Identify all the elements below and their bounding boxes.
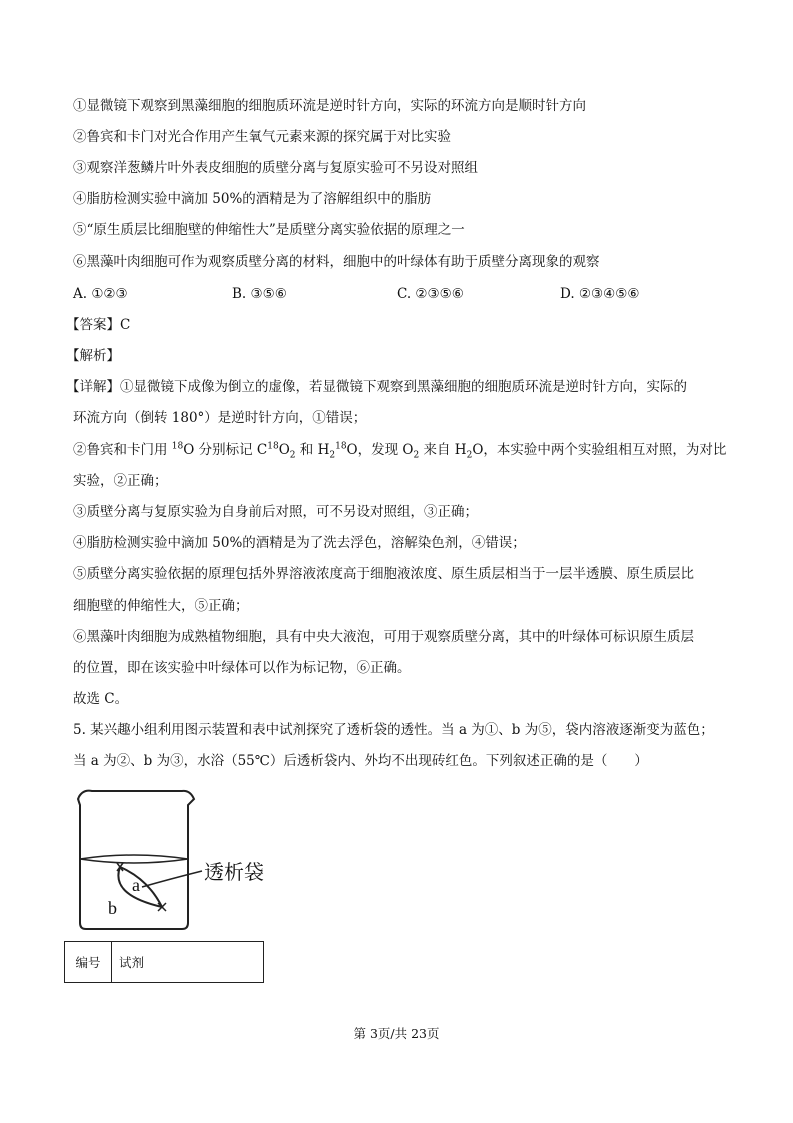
answer: 【答案】C	[66, 317, 131, 333]
text-segment: O	[278, 442, 290, 458]
table-header-reagent: 试剂	[119, 955, 145, 970]
explanation-line-10: 的位置，即在该实验中叶绿体可以作为标记物，⑥正确。	[73, 660, 411, 676]
subscript: 2	[413, 450, 420, 461]
superscript: 18	[335, 441, 347, 452]
label-a: a	[132, 875, 140, 895]
text-segment: 和 H	[295, 442, 330, 458]
statement-1: ①显微镜下观察到黑藻细胞的细胞质环流是逆时针方向，实际的环流方向是顺时针方向	[73, 98, 586, 114]
label-b: b	[108, 898, 117, 918]
text-segment: 来自 H	[419, 442, 467, 458]
label-bag: 透析袋	[204, 860, 264, 884]
dialysis-bag	[118, 867, 162, 907]
option-c: C. ②③⑤⑥	[397, 286, 464, 302]
subscript: 2	[466, 450, 473, 461]
beaker-diagram	[70, 783, 290, 933]
explanation-line-2: 环流方向（倒转 180°）是逆时针方向，①错误；	[73, 410, 367, 426]
explanation-line-8: 细胞壁的伸缩性大，⑤正确；	[73, 598, 249, 614]
explanation-line-11: 故选 C。	[73, 691, 129, 707]
statement-5: ⑤“原生质层比细胞壁的伸缩性大”是质壁分离实验依据的原理之一	[73, 222, 465, 238]
explanation-line-5: ③质壁分离与复原实验为自身前后对照，可不另设对照组，③正确；	[73, 504, 478, 520]
explanation-line-1: 【详解】①显微镜下成像为倒立的虚像，若显微镜下观察到黑藻细胞的细胞质环流是逆时针方向，实际的	[66, 379, 687, 395]
text-segment: O 分别标记 C	[183, 442, 268, 458]
option-b: B. ③⑤⑥	[232, 286, 287, 302]
explanation-line-4: 实验，②正确；	[73, 473, 168, 489]
reagent-table	[64, 941, 264, 983]
subscript: 2	[289, 450, 296, 461]
subscript: 2	[329, 450, 336, 461]
superscript: 18	[171, 441, 184, 452]
question-5-line-1: 5. 某兴趣小组利用图示装置和表中试剂探究了透析袋的透性。当 a 为①、b 为⑤，袋内溶液逐渐变为蓝色；	[73, 722, 714, 738]
explanation-line-3	[73, 440, 726, 460]
table-header-number: 编号	[65, 942, 112, 982]
option-a: A. ①②③	[73, 286, 128, 302]
pointer-line	[142, 871, 202, 887]
water-surface	[80, 855, 188, 863]
explanation-line-6: ④脂肪检测实验中滴加 50%的酒精是为了洗去浮色，溶解染色剂，④错误；	[73, 535, 526, 551]
explanation-line-9: ⑥黑藻叶肉细胞为成熟植物细胞，具有中央大液泡，可用于观察质壁分离，其中的叶绿体可标识原生质层	[73, 629, 694, 645]
statement-6: ⑥黑藻叶肉细胞可作为观察质壁分离的材料，细胞中的叶绿体有助于质壁分离现象的观察	[73, 254, 600, 270]
statement-3: ③观察洋葱鳞片叶外表皮细胞的质壁分离与复原实验可不另设对照组	[73, 160, 478, 176]
text-segment: O，本实验中两个实验组相互对照，为对比	[472, 442, 727, 458]
analysis-label: 【解析】	[66, 348, 120, 364]
page-footer: 第 3页/共 23页	[353, 1026, 440, 1041]
superscript: 18	[267, 441, 279, 452]
text-segment: O，发现 O	[346, 442, 414, 458]
question-5-line-2: 当 a 为②、b 为③，水浴（55℃）后透析袋内、外均不出现砖红色。下列叙述正确的是（ ）	[73, 753, 648, 769]
explanation-line-7: ⑤质壁分离实验依据的原理包括外界溶液浓度高于细胞液浓度、原生质层相当于一层半透膜、原生质层比	[73, 566, 694, 582]
statement-2: ②鲁宾和卡门对光合作用产生氧气元素来源的探究属于对比实验	[73, 129, 451, 145]
statement-4: ④脂肪检测实验中滴加 50%的酒精是为了溶解组织中的脂肪	[73, 191, 432, 207]
beaker-figure	[70, 783, 290, 933]
option-d: D. ②③④⑤⑥	[560, 286, 640, 302]
text-segment: ②鲁宾和卡门用	[73, 442, 172, 458]
